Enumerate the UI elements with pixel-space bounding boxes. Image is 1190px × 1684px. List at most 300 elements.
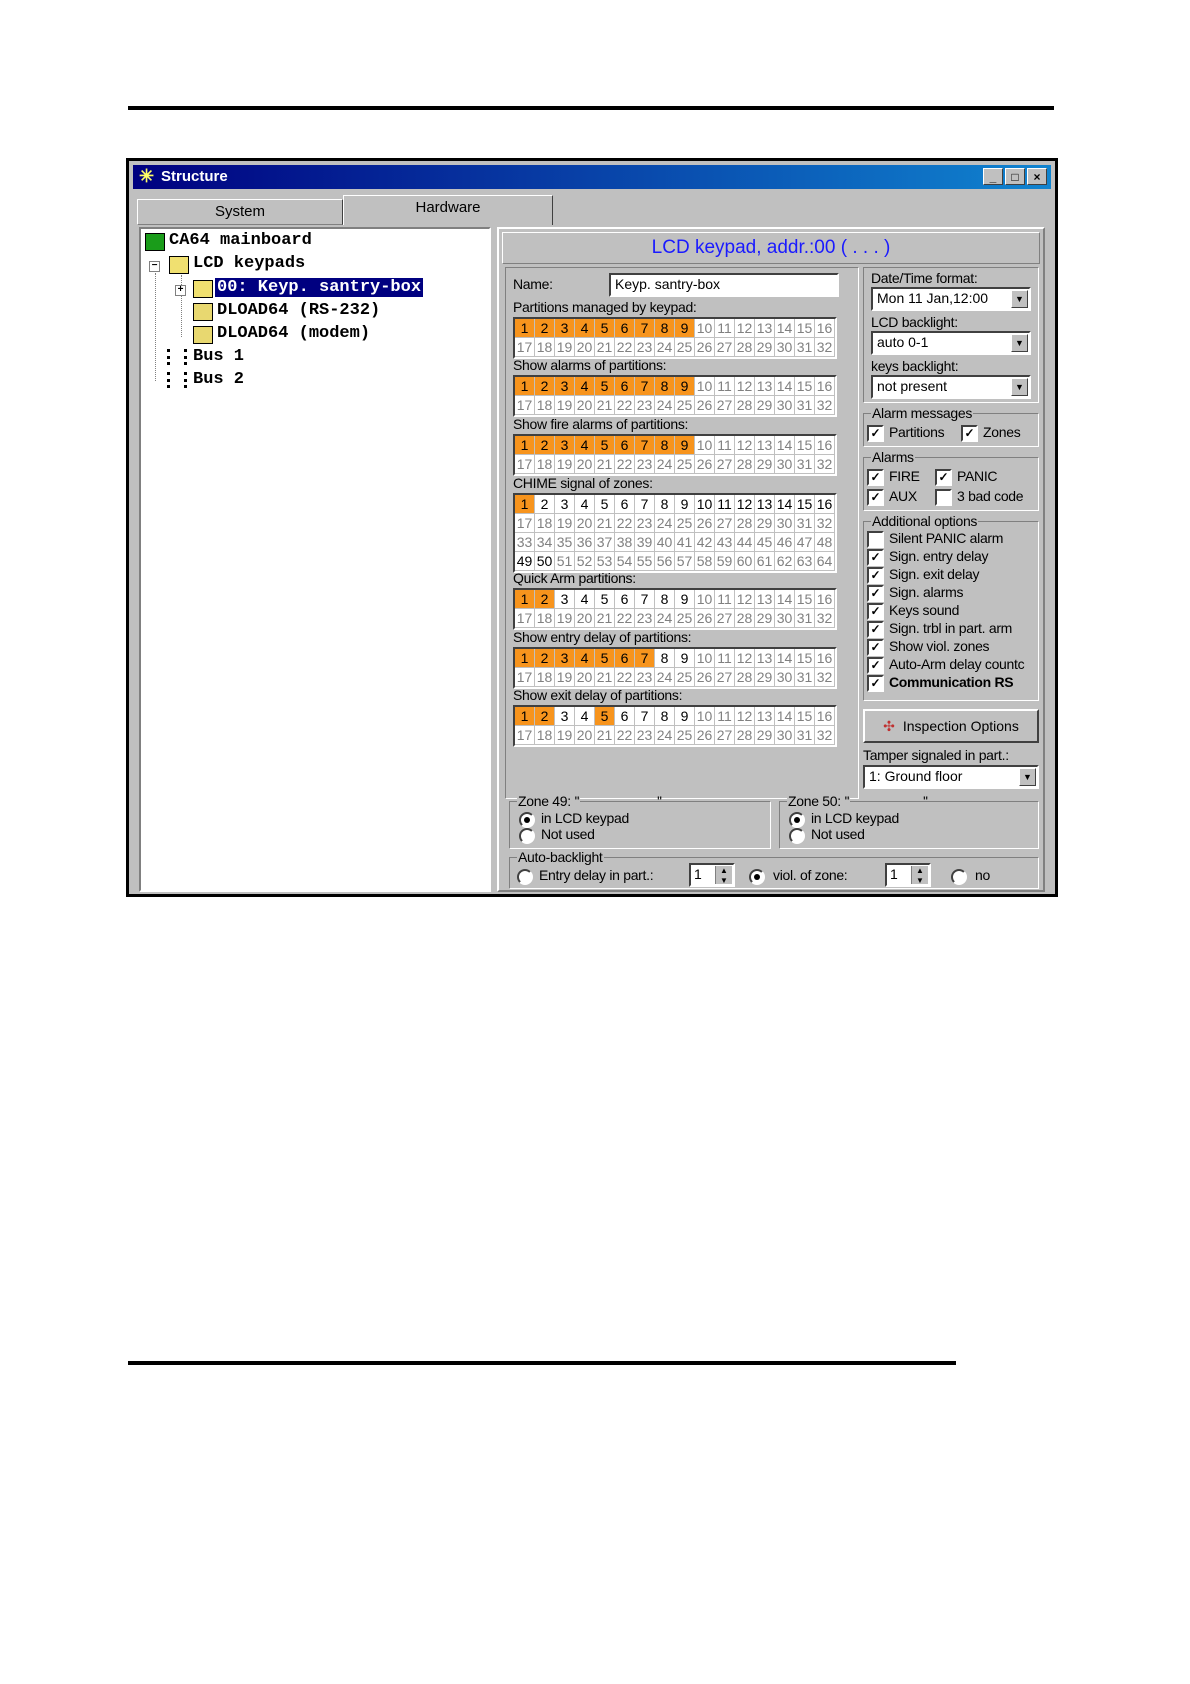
grid-cell-10[interactable]: 10 — [695, 590, 715, 609]
grid-cell-17[interactable]: 17 — [515, 514, 535, 533]
grid-cell-13[interactable]: 13 — [755, 649, 775, 668]
grid-cell-9[interactable]: 9 — [675, 319, 695, 338]
grid-cell-16[interactable]: 16 — [815, 707, 835, 726]
chevron-down-icon[interactable]: ▼ — [1019, 768, 1036, 786]
grid-cell-15[interactable]: 15 — [795, 649, 815, 668]
grid-cell-5[interactable]: 5 — [595, 707, 615, 726]
grid-cell-8[interactable]: 8 — [655, 495, 675, 514]
keys-backlight-select[interactable] — [871, 375, 1031, 399]
grid-cell-2[interactable]: 2 — [535, 436, 555, 455]
grid-cell-2[interactable]: 2 — [535, 495, 555, 514]
grid-cell-29[interactable]: 29 — [755, 396, 775, 415]
grid-cell-12[interactable]: 12 — [735, 377, 755, 396]
bad-code-checkbox[interactable] — [935, 489, 952, 506]
grid-cell-15[interactable]: 15 — [795, 707, 815, 726]
grid-cell-21[interactable]: 21 — [595, 668, 615, 687]
grid-cell-1[interactable]: 1 — [515, 319, 535, 338]
grid-cell-22[interactable]: 22 — [615, 514, 635, 533]
grid-cell-12[interactable]: 12 — [735, 319, 755, 338]
grid-cell-19[interactable]: 19 — [555, 668, 575, 687]
grid-cell-16[interactable]: 16 — [815, 319, 835, 338]
grid-cell-13[interactable]: 13 — [755, 319, 775, 338]
grid-cell-9[interactable]: 9 — [675, 495, 695, 514]
grid-cell-58[interactable]: 58 — [695, 552, 715, 571]
grid-cell-20[interactable]: 20 — [575, 668, 595, 687]
grid-cell-2[interactable]: 2 — [535, 649, 555, 668]
grid-cell-20[interactable]: 20 — [575, 514, 595, 533]
tree-item-keypad-00[interactable] — [215, 277, 423, 299]
grid-cell-31[interactable]: 31 — [795, 514, 815, 533]
grid-cell-15[interactable]: 15 — [795, 590, 815, 609]
grid-cell-4[interactable]: 4 — [575, 649, 595, 668]
grid-cell-1[interactable]: 1 — [515, 707, 535, 726]
grid-cell-8[interactable]: 8 — [655, 590, 675, 609]
grid-cell-20[interactable]: 20 — [575, 455, 595, 474]
no-radio[interactable] — [951, 869, 967, 885]
grid-cell-2[interactable]: 2 — [535, 590, 555, 609]
grid-cell-4[interactable]: 4 — [575, 707, 595, 726]
grid-cell-27[interactable]: 27 — [715, 455, 735, 474]
grid-cell-36[interactable]: 36 — [575, 533, 595, 552]
name-field[interactable]: Keyp. santry-box — [609, 273, 839, 297]
grid-cell-3[interactable]: 3 — [555, 319, 575, 338]
grid-cell-31[interactable]: 31 — [795, 726, 815, 745]
additional-option-checkbox[interactable]: ✓ — [867, 603, 884, 620]
grid-cell-12[interactable]: 12 — [735, 495, 755, 514]
grid-cell-24[interactable]: 24 — [655, 455, 675, 474]
grid-cell-64[interactable]: 64 — [815, 552, 835, 571]
grid-cell-20[interactable]: 20 — [575, 726, 595, 745]
grid-cell-28[interactable]: 28 — [735, 668, 755, 687]
grid-cell-56[interactable]: 56 — [655, 552, 675, 571]
grid-cell-45[interactable]: 45 — [755, 533, 775, 552]
grid-cell-21[interactable]: 21 — [595, 609, 615, 628]
grid-cell-27[interactable]: 27 — [715, 609, 735, 628]
grid-cell-62[interactable]: 62 — [775, 552, 795, 571]
grid-cell-23[interactable]: 23 — [635, 338, 655, 357]
grid-cell-4[interactable]: 4 — [575, 319, 595, 338]
grid-cell-29[interactable]: 29 — [755, 455, 775, 474]
grid-cell-10[interactable]: 10 — [695, 649, 715, 668]
grid-cell-52[interactable]: 52 — [575, 552, 595, 571]
grid-cell-2[interactable]: 2 — [535, 319, 555, 338]
grid-cell-28[interactable]: 28 — [735, 514, 755, 533]
grid-cell-28[interactable]: 28 — [735, 609, 755, 628]
grid-cell-32[interactable]: 32 — [815, 514, 835, 533]
grid-cell-31[interactable]: 31 — [795, 668, 815, 687]
spinner-arrows-icon[interactable]: ▲ ▼ — [911, 866, 928, 884]
grid-cell-27[interactable]: 27 — [715, 338, 735, 357]
grid-cell-25[interactable]: 25 — [675, 338, 695, 357]
grid-cell-44[interactable]: 44 — [735, 533, 755, 552]
grid-cell-20[interactable]: 20 — [575, 396, 595, 415]
title-bar[interactable] — [133, 165, 1051, 189]
grid-cell-17[interactable]: 17 — [515, 396, 535, 415]
grid-cell-30[interactable]: 30 — [775, 338, 795, 357]
minimize-button[interactable]: _ — [983, 168, 1003, 185]
grid-cell-26[interactable]: 26 — [695, 609, 715, 628]
lcd-backlight-select[interactable] — [871, 331, 1031, 355]
grid-cell-10[interactable]: 10 — [695, 319, 715, 338]
grid-cell-22[interactable]: 22 — [615, 609, 635, 628]
grid-cell-42[interactable]: 42 — [695, 533, 715, 552]
grid-cell-1[interactable]: 1 — [515, 436, 535, 455]
grid-cell-40[interactable]: 40 — [655, 533, 675, 552]
grid-cell-26[interactable]: 26 — [695, 668, 715, 687]
grid-cell-53[interactable]: 53 — [595, 552, 615, 571]
grid-cell-6[interactable]: 6 — [615, 436, 635, 455]
grid-cell-11[interactable]: 11 — [715, 649, 735, 668]
tree-item-mainboard[interactable]: CA64 mainboard — [169, 231, 312, 250]
grid-cell-6[interactable]: 6 — [615, 590, 635, 609]
grid-cell-8[interactable]: 8 — [655, 319, 675, 338]
additional-option-checkbox[interactable]: ✓ — [867, 585, 884, 602]
grid-cell-27[interactable]: 27 — [715, 514, 735, 533]
grid-cell-63[interactable]: 63 — [795, 552, 815, 571]
additional-option-checkbox[interactable] — [867, 531, 884, 548]
grid-cell-23[interactable]: 23 — [635, 514, 655, 533]
grid-cell-18[interactable]: 18 — [535, 455, 555, 474]
additional-option-checkbox[interactable]: ✓ — [867, 549, 884, 566]
viol-zone-radio[interactable] — [749, 869, 765, 885]
grid-cell-29[interactable]: 29 — [755, 338, 775, 357]
close-button[interactable]: × — [1027, 168, 1047, 185]
grid-cell-18[interactable]: 18 — [535, 726, 555, 745]
grid-cell-15[interactable]: 15 — [795, 319, 815, 338]
grid-cell-14[interactable]: 14 — [775, 436, 795, 455]
grid-cell-24[interactable]: 24 — [655, 668, 675, 687]
grid-cell-24[interactable]: 24 — [655, 396, 675, 415]
collapse-icon[interactable]: − — [149, 261, 160, 272]
grid-cell-5[interactable]: 5 — [595, 319, 615, 338]
spinner-arrows-icon[interactable]: ▲ ▼ — [715, 866, 732, 884]
grid-cell-13[interactable]: 13 — [755, 495, 775, 514]
grid-cell-1[interactable]: 1 — [515, 649, 535, 668]
grid-cell-23[interactable]: 23 — [635, 668, 655, 687]
grid-cell-11[interactable]: 11 — [715, 319, 735, 338]
entry-delay-spinner[interactable] — [689, 863, 735, 887]
additional-option-checkbox[interactable]: ✓ — [867, 567, 884, 584]
grid-cell-19[interactable]: 19 — [555, 609, 575, 628]
grid-cell-21[interactable]: 21 — [595, 726, 615, 745]
grid-cell-22[interactable]: 22 — [615, 668, 635, 687]
tab-system[interactable]: System — [137, 199, 343, 225]
grid-cell-26[interactable]: 26 — [695, 455, 715, 474]
grid-cell-28[interactable]: 28 — [735, 338, 755, 357]
grid-cell-21[interactable]: 21 — [595, 514, 615, 533]
grid-cell-32[interactable]: 32 — [815, 726, 835, 745]
grid-cell-30[interactable]: 30 — [775, 514, 795, 533]
grid-cell-16[interactable]: 16 — [815, 495, 835, 514]
grid-cell-1[interactable]: 1 — [515, 495, 535, 514]
tree-item-bus-1[interactable]: Bus 1 — [193, 347, 245, 366]
grid-cell-28[interactable]: 28 — [735, 455, 755, 474]
grid-cell-4[interactable]: 4 — [575, 436, 595, 455]
grid-cell-18[interactable]: 18 — [535, 609, 555, 628]
grid-cell-16[interactable]: 16 — [815, 436, 835, 455]
tree-item-dload-rs232[interactable]: DLOAD64 (RS-232) — [217, 301, 381, 320]
grid-cell-7[interactable]: 7 — [635, 319, 655, 338]
grid-cell-50[interactable]: 50 — [535, 552, 555, 571]
grid-cell-30[interactable]: 30 — [775, 726, 795, 745]
grid-cell-49[interactable]: 49 — [515, 552, 535, 571]
grid-cell-24[interactable]: 24 — [655, 514, 675, 533]
grid-cell-30[interactable]: 30 — [775, 668, 795, 687]
grid-cell-27[interactable]: 27 — [715, 726, 735, 745]
grid-cell-47[interactable]: 47 — [795, 533, 815, 552]
chevron-down-icon[interactable]: ▼ — [1011, 334, 1028, 352]
grid-cell-12[interactable]: 12 — [735, 436, 755, 455]
zone-49-not-used-radio[interactable] — [519, 828, 535, 844]
zones-checkbox[interactable]: ✓ — [961, 425, 978, 442]
grid-cell-28[interactable]: 28 — [735, 726, 755, 745]
grid-cell-9[interactable]: 9 — [675, 649, 695, 668]
grid-cell-5[interactable]: 5 — [595, 495, 615, 514]
grid-cell-9[interactable]: 9 — [675, 436, 695, 455]
grid-cell-19[interactable]: 19 — [555, 455, 575, 474]
tree-item-lcd-keypads[interactable]: LCD keypads — [193, 254, 306, 273]
grid-cell-1[interactable]: 1 — [515, 377, 535, 396]
additional-option-checkbox[interactable]: ✓ — [867, 675, 884, 692]
tree-item-dload-modem[interactable]: DLOAD64 (modem) — [217, 324, 371, 343]
grid-cell-32[interactable]: 32 — [815, 668, 835, 687]
grid-cell-17[interactable]: 17 — [515, 726, 535, 745]
grid-cell-15[interactable]: 15 — [795, 377, 815, 396]
grid-cell-16[interactable]: 16 — [815, 377, 835, 396]
grid-cell-3[interactable]: 3 — [555, 436, 575, 455]
grid-cell-22[interactable]: 22 — [615, 726, 635, 745]
grid-cell-3[interactable]: 3 — [555, 377, 575, 396]
grid-cell-13[interactable]: 13 — [755, 377, 775, 396]
grid-cell-29[interactable]: 29 — [755, 726, 775, 745]
grid-cell-26[interactable]: 26 — [695, 514, 715, 533]
grid-cell-19[interactable]: 19 — [555, 514, 575, 533]
tree-item-bus-2[interactable]: Bus 2 — [193, 370, 245, 389]
grid-cell-11[interactable]: 11 — [715, 436, 735, 455]
grid-cell-18[interactable]: 18 — [535, 338, 555, 357]
grid-cell-25[interactable]: 25 — [675, 396, 695, 415]
fire-checkbox[interactable]: ✓ — [867, 469, 884, 486]
grid-cell-7[interactable]: 7 — [635, 649, 655, 668]
grid-cell-14[interactable]: 14 — [775, 319, 795, 338]
grid-cell-30[interactable]: 30 — [775, 396, 795, 415]
grid-cell-37[interactable]: 37 — [595, 533, 615, 552]
grid-cell-8[interactable]: 8 — [655, 649, 675, 668]
grid-cell-14[interactable]: 14 — [775, 377, 795, 396]
grid-cell-18[interactable]: 18 — [535, 668, 555, 687]
grid-cell-6[interactable]: 6 — [615, 319, 635, 338]
grid-cell-26[interactable]: 26 — [695, 338, 715, 357]
grid-cell-29[interactable]: 29 — [755, 609, 775, 628]
grid-cell-23[interactable]: 23 — [635, 609, 655, 628]
additional-option-checkbox[interactable]: ✓ — [867, 639, 884, 656]
grid-cell-24[interactable]: 24 — [655, 338, 675, 357]
zone-50-in-lcd-radio[interactable] — [789, 812, 805, 828]
grid-cell-1[interactable]: 1 — [515, 590, 535, 609]
grid-cell-17[interactable]: 17 — [515, 609, 535, 628]
grid-cell-30[interactable]: 30 — [775, 455, 795, 474]
grid-cell-34[interactable]: 34 — [535, 533, 555, 552]
grid-cell-7[interactable]: 7 — [635, 707, 655, 726]
grid-cell-31[interactable]: 31 — [795, 338, 815, 357]
date-time-format-select[interactable] — [871, 287, 1031, 311]
grid-cell-8[interactable]: 8 — [655, 436, 675, 455]
grid-cell-48[interactable]: 48 — [815, 533, 835, 552]
grid-cell-24[interactable]: 24 — [655, 726, 675, 745]
grid-cell-13[interactable]: 13 — [755, 436, 775, 455]
grid-cell-31[interactable]: 31 — [795, 455, 815, 474]
grid-cell-57[interactable]: 57 — [675, 552, 695, 571]
grid-cell-24[interactable]: 24 — [655, 609, 675, 628]
grid-cell-26[interactable]: 26 — [695, 726, 715, 745]
grid-cell-8[interactable]: 8 — [655, 377, 675, 396]
grid-cell-7[interactable]: 7 — [635, 377, 655, 396]
grid-cell-33[interactable]: 33 — [515, 533, 535, 552]
grid-cell-22[interactable]: 22 — [615, 396, 635, 415]
chevron-down-icon[interactable]: ▼ — [1011, 378, 1028, 396]
additional-option-checkbox[interactable]: ✓ — [867, 657, 884, 674]
grid-cell-10[interactable]: 10 — [695, 707, 715, 726]
grid-cell-3[interactable]: 3 — [555, 707, 575, 726]
grid-cell-4[interactable]: 4 — [575, 495, 595, 514]
aux-checkbox[interactable]: ✓ — [867, 489, 884, 506]
grid-cell-28[interactable]: 28 — [735, 396, 755, 415]
grid-cell-31[interactable]: 31 — [795, 609, 815, 628]
entry-delay-radio[interactable] — [517, 869, 533, 885]
grid-cell-15[interactable]: 15 — [795, 495, 815, 514]
grid-cell-15[interactable]: 15 — [795, 436, 815, 455]
grid-cell-35[interactable]: 35 — [555, 533, 575, 552]
grid-cell-23[interactable]: 23 — [635, 455, 655, 474]
grid-cell-5[interactable]: 5 — [595, 590, 615, 609]
grid-cell-21[interactable]: 21 — [595, 338, 615, 357]
grid-cell-27[interactable]: 27 — [715, 668, 735, 687]
grid-cell-7[interactable]: 7 — [635, 590, 655, 609]
grid-cell-16[interactable]: 16 — [815, 590, 835, 609]
grid-cell-38[interactable]: 38 — [615, 533, 635, 552]
grid-cell-22[interactable]: 22 — [615, 455, 635, 474]
grid-cell-11[interactable]: 11 — [715, 590, 735, 609]
grid-cell-26[interactable]: 26 — [695, 396, 715, 415]
grid-cell-43[interactable]: 43 — [715, 533, 735, 552]
grid-cell-29[interactable]: 29 — [755, 668, 775, 687]
grid-cell-18[interactable]: 18 — [535, 514, 555, 533]
grid-cell-8[interactable]: 8 — [655, 707, 675, 726]
grid-cell-5[interactable]: 5 — [595, 436, 615, 455]
grid-cell-4[interactable]: 4 — [575, 377, 595, 396]
hardware-tree[interactable] — [139, 227, 491, 892]
grid-cell-39[interactable]: 39 — [635, 533, 655, 552]
grid-cell-17[interactable]: 17 — [515, 338, 535, 357]
zone-50-not-used-radio[interactable] — [789, 828, 805, 844]
partitions-checkbox[interactable]: ✓ — [867, 425, 884, 442]
grid-cell-13[interactable]: 13 — [755, 707, 775, 726]
grid-cell-32[interactable]: 32 — [815, 609, 835, 628]
expand-icon[interactable]: + — [175, 285, 186, 296]
grid-cell-10[interactable]: 10 — [695, 436, 715, 455]
grid-cell-29[interactable]: 29 — [755, 514, 775, 533]
additional-option-checkbox[interactable]: ✓ — [867, 621, 884, 638]
grid-cell-51[interactable]: 51 — [555, 552, 575, 571]
grid-cell-22[interactable]: 22 — [615, 338, 635, 357]
grid-cell-11[interactable]: 11 — [715, 707, 735, 726]
grid-cell-10[interactable]: 10 — [695, 495, 715, 514]
grid-cell-13[interactable]: 13 — [755, 590, 775, 609]
grid-cell-3[interactable]: 3 — [555, 590, 575, 609]
grid-cell-60[interactable]: 60 — [735, 552, 755, 571]
grid-cell-2[interactable]: 2 — [535, 707, 555, 726]
grid-cell-20[interactable]: 20 — [575, 338, 595, 357]
grid-cell-27[interactable]: 27 — [715, 396, 735, 415]
grid-cell-14[interactable]: 14 — [775, 495, 795, 514]
tab-hardware[interactable]: Hardware — [343, 195, 553, 225]
grid-cell-6[interactable]: 6 — [615, 377, 635, 396]
grid-cell-11[interactable]: 11 — [715, 377, 735, 396]
grid-cell-16[interactable]: 16 — [815, 649, 835, 668]
grid-cell-59[interactable]: 59 — [715, 552, 735, 571]
viol-zone-spinner[interactable] — [885, 863, 931, 887]
grid-cell-14[interactable]: 14 — [775, 707, 795, 726]
maximize-button[interactable]: □ — [1005, 168, 1025, 185]
grid-cell-25[interactable]: 25 — [675, 726, 695, 745]
grid-cell-6[interactable]: 6 — [615, 707, 635, 726]
grid-cell-10[interactable]: 10 — [695, 377, 715, 396]
grid-cell-46[interactable]: 46 — [775, 533, 795, 552]
grid-cell-20[interactable]: 20 — [575, 609, 595, 628]
grid-cell-14[interactable]: 14 — [775, 649, 795, 668]
panic-checkbox[interactable]: ✓ — [935, 469, 952, 486]
grid-cell-3[interactable]: 3 — [555, 495, 575, 514]
grid-cell-9[interactable]: 9 — [675, 707, 695, 726]
grid-cell-23[interactable]: 23 — [635, 396, 655, 415]
grid-cell-7[interactable]: 7 — [635, 495, 655, 514]
grid-cell-41[interactable]: 41 — [675, 533, 695, 552]
grid-cell-9[interactable]: 9 — [675, 590, 695, 609]
chevron-down-icon[interactable]: ▼ — [1011, 290, 1028, 308]
grid-cell-31[interactable]: 31 — [795, 396, 815, 415]
grid-cell-55[interactable]: 55 — [635, 552, 655, 571]
grid-cell-12[interactable]: 12 — [735, 649, 755, 668]
grid-cell-30[interactable]: 30 — [775, 609, 795, 628]
grid-cell-11[interactable]: 11 — [715, 495, 735, 514]
grid-cell-17[interactable]: 17 — [515, 668, 535, 687]
grid-cell-19[interactable]: 19 — [555, 338, 575, 357]
grid-cell-5[interactable]: 5 — [595, 377, 615, 396]
grid-cell-4[interactable]: 4 — [575, 590, 595, 609]
grid-cell-25[interactable]: 25 — [675, 609, 695, 628]
grid-cell-12[interactable]: 12 — [735, 707, 755, 726]
grid-cell-12[interactable]: 12 — [735, 590, 755, 609]
grid-cell-32[interactable]: 32 — [815, 455, 835, 474]
grid-cell-54[interactable]: 54 — [615, 552, 635, 571]
grid-cell-23[interactable]: 23 — [635, 726, 655, 745]
tamper-select[interactable] — [863, 765, 1039, 789]
grid-cell-32[interactable]: 32 — [815, 338, 835, 357]
zone-49-in-lcd-radio[interactable] — [519, 812, 535, 828]
grid-cell-6[interactable]: 6 — [615, 649, 635, 668]
grid-cell-19[interactable]: 19 — [555, 726, 575, 745]
grid-cell-21[interactable]: 21 — [595, 396, 615, 415]
grid-cell-2[interactable]: 2 — [535, 377, 555, 396]
grid-cell-19[interactable]: 19 — [555, 396, 575, 415]
grid-cell-7[interactable]: 7 — [635, 436, 655, 455]
grid-cell-25[interactable]: 25 — [675, 668, 695, 687]
grid-cell-9[interactable]: 9 — [675, 377, 695, 396]
grid-cell-17[interactable]: 17 — [515, 455, 535, 474]
inspection-options-button[interactable] — [863, 709, 1039, 743]
grid-cell-5[interactable]: 5 — [595, 649, 615, 668]
grid-cell-3[interactable]: 3 — [555, 649, 575, 668]
